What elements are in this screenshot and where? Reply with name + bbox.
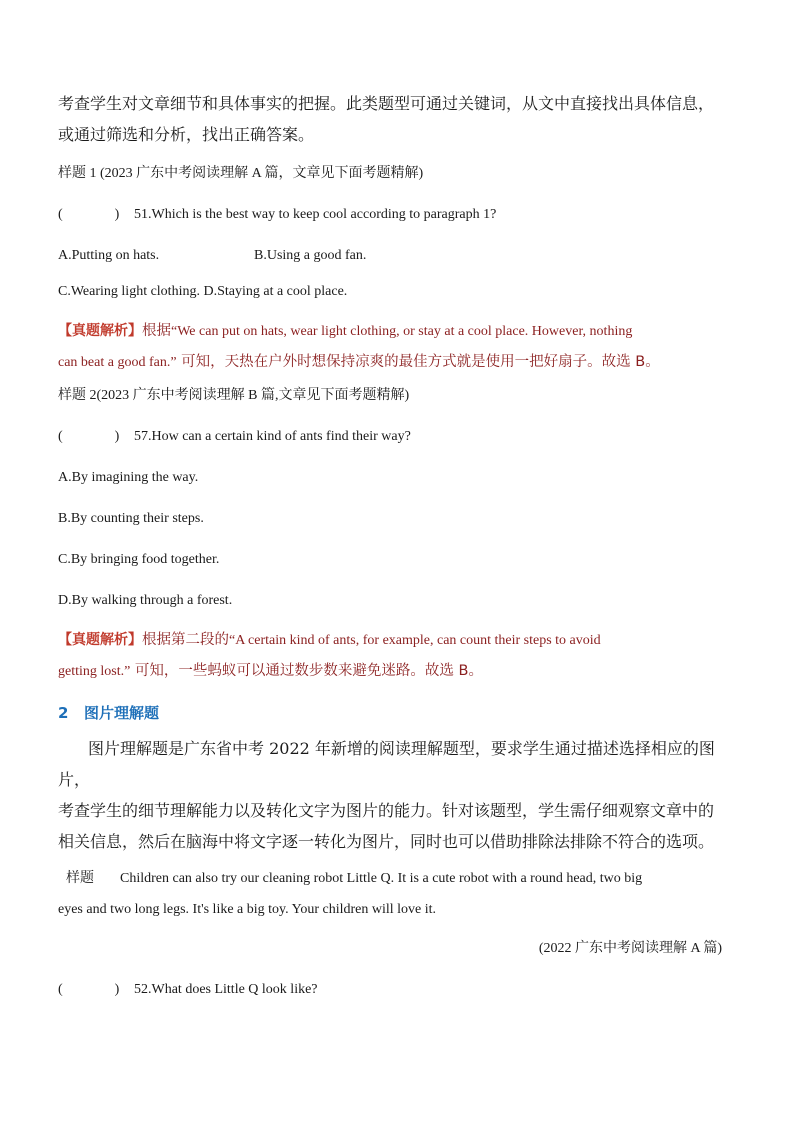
option-a: A.Putting on hats. [58,248,160,263]
example-2-analysis: 【真题解析】根据第二段的“A certain kind of ants, for example, can count their steps to avoid getting lost.” 可知，一些蚂蚁可以通过数步数来避免迷路。故选 B。 [58,632,601,679]
sample-label: 样题 [66,870,94,886]
document-page [58,88,722,1002]
section-number: 2 [58,704,69,722]
example-2-option-c: C.By bringing food together. [58,552,220,567]
example-2-option-b: B.By counting their steps. [58,511,204,526]
answer-blank: ( ) [58,982,120,997]
example-1-analysis: 【真题解析】根据“We can put on hats, wear light clothing, or stay at a cool place. However, nothing can beat a good fan.” 可知，天热在户外时想保持凉爽的最佳方式就是使用一把好扇子。故选 B。 [58,323,660,370]
example-1-options-cd: C.Wearing light clothing. D.Staying at a cool place. [58,284,348,299]
example-2-question: ( ) 57.How can a certain kind of ants find their way? [58,425,722,449]
section-title: 图片理解题 [84,704,160,722]
option-b: B.Using a good fan. [254,248,367,263]
analysis-tag: 【真题解析】 [58,323,142,339]
sample-passage: 样题 Children can also try our cleaning robot Little Q. It is a cute robot with a round head, two big eyes and two long legs. It's like a big toy. Your children will love it. [58,863,722,925]
answer-blank: ( ) [58,207,120,222]
example-1-title: 样题 1 (2023 广东中考阅读理解 A 篇，文章见下面考题精解) [58,166,424,181]
section-2-paragraph: 图片理解题是广东省中考 2022 年新增的阅读理解题型，要求学生通过描述选择相应的图片， 考查学生的细节理解能力以及转化文字为图片的能力。针对该题型，学生需仔细观察文章中的 相关信息，然后在脑海中将文字逐一转化为图片，同时也可以借助排除法排除不符合的选项。 [58,739,715,851]
example-1-options-ab [58,244,722,268]
intro-line-2: 或通过筛选和分析，找出正确答案。 [58,125,315,144]
intro-line-1: 考查学生对文章细节和具体事实的把握。此类题型可通过关键词，从文中直接找出具体信息， [58,94,715,113]
example-2-option-d: D.By walking through a forest. [58,593,233,608]
sample-question: ( ) 52.What does Little Q look like? [58,978,722,1002]
example-1-question: ( ) 51.Which is the best way to keep cool according to paragraph 1? [58,203,722,227]
example-2-title: 样题 2(2023 广东中考阅读理解 B 篇,文章见下面考题精解) [58,388,410,403]
sample-source: (2022 广东中考阅读理解 A 篇) [538,941,722,956]
answer-blank: ( ) [58,429,120,444]
analysis-tag: 【真题解析】 [58,632,142,648]
example-2-option-a: A.By imagining the way. [58,470,199,485]
section-2-heading [58,699,722,727]
